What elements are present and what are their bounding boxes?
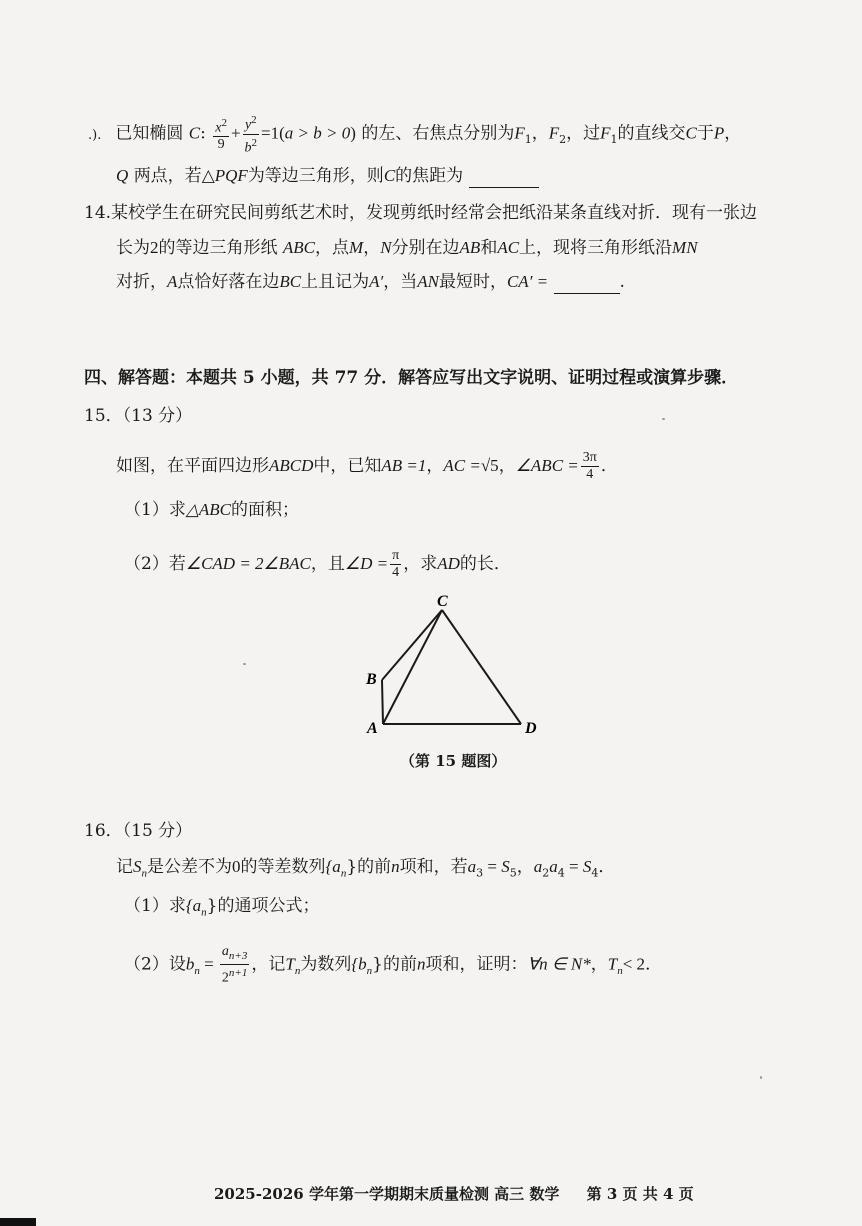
edge-CD [442,610,521,724]
q13-C3: C [383,166,396,185]
q13-b: b [244,140,252,156]
q15-header: 15．（13 分） [84,406,193,426]
q14-end: . [619,272,625,292]
scan-speck [760,1076,762,1079]
q13-P: P [713,123,725,143]
q13-sep: ， [531,123,549,144]
q16-p2f: ， [590,954,608,975]
q16-s3: 的等差数列 [240,857,326,877]
footer-page: 第 3 页 共 4 页 [586,1185,694,1203]
q15-four: 4 [586,467,594,482]
page-footer [214,1183,702,1204]
q15-ABCD: ABCD [269,456,314,475]
q14-AB: AB [459,238,481,257]
q13-PQF: PQF [214,166,248,185]
q14-ABC: ABC [282,238,316,257]
q13-text7: 为等边三角形，则 [247,166,384,186]
q13-eq: =1( [261,123,285,143]
q15-triABC: △ABC [185,500,232,519]
q15-p2a: （2）若 [124,554,186,574]
edge-BC [382,610,442,680]
q16-p1b: }的通项公式； [206,896,320,916]
footer-title: 2025-2026 学年第一学期期末质量检测 高三 数学 [214,1185,560,1203]
q13-nine: 9 [217,137,225,153]
q14-t3d: ，当 [383,272,418,292]
q16-a2a4: a [533,857,543,876]
q14-A: A [167,272,178,291]
q16-an: {a [325,857,341,876]
q14-line1 [84,201,757,225]
q16-forall: ∀n ∈ N* [527,954,591,974]
q13-plus: + [230,123,241,143]
q16-p1an: {a [185,896,202,915]
q15-angCAD: ∠CAD = 2∠BAC [185,554,311,573]
q13-number: .). [88,127,102,143]
q16-p2a: （2）设 [124,954,186,975]
q14-t2g: 上，现将三角形纸沿 [519,238,673,258]
q15-angABC: ∠ABC = [515,456,579,475]
q16-a3: a [467,857,477,876]
q13-answer-blank [469,169,539,188]
q14-t2c: ，点 [315,238,350,258]
q15-p1b: 的面积； [231,500,300,520]
vertex-B-label: B [366,671,377,688]
q16-p2b: ，记 [251,954,286,975]
q14-t3a: 对折， [116,272,167,292]
q14-line2 [116,236,698,260]
section4-heading: 四、解答题：本题共 5 小题，共 77 分．解答应写出文字说明、证明过程或演算步骤． [84,368,739,388]
q15-frac-3pi4 [581,450,599,483]
q13-close: ) [350,123,356,143]
q16-frac-bn: $\frac{a_{n+3}}{2^{n+1}}$ [221,944,248,986]
q13-text3: ，过 [566,123,601,144]
q13-line2 [116,164,539,188]
q15-sqrt5: √5 [480,456,499,475]
q16-part2: （2）设$b_n$ = $\frac{a_{n+3}}{2^{n+1}}$ ，记$T_n$为数列$\{b_n\}$的前n项和，证明：∀n ∈ N*，$T_n< 2$． [124,944,663,986]
q13-F2: F [548,123,560,143]
q15-p2c: ，求 [403,554,438,574]
vertex-D-label: D [525,720,537,737]
q15-p1a: （1）求 [124,500,186,520]
q13-text: 已知椭圆 [115,123,184,144]
q16-header: 16．（15 分） [84,821,193,841]
q13-comma: ， [724,123,742,144]
q14-AN: AN [417,272,439,291]
q13-line1: .). 已知椭圆 C: $\frac{x^2}{9}$ + $\frac{y^2}{b^2}$ =1(a > b > 0) 的左、右焦点分别为$F_1$，$F_2$，过$F_1$的直线交C于P， [88,114,742,156]
q16-s6: ， [516,857,534,877]
q14-number: 14. [84,203,112,223]
q13-F1: F [514,123,525,143]
edge-AC [383,610,442,724]
q16-stem: 记$S_n$是公差不为0的等差数列$\{a_n\}$的前n项和，若$a_3 = S_5$，$a_2a_4 = S_4$． [116,857,616,880]
q16-s2: 是公差不为 [147,857,232,877]
q14-text1: 某校学生在研究民间剪纸艺术时，发现剪纸时经常会把纸沿某条直线对折．现有一张边 [111,203,758,223]
q15-angD: ∠D = [344,554,389,573]
q13-colon: : [200,123,206,144]
q16-bn: b [185,954,195,974]
q16-lt2: < 2 [622,954,646,974]
q14-t2d: ， [363,238,381,258]
q15-frac-pi4 [390,548,401,581]
scan-speck [243,663,246,665]
q16-s1: 记 [116,857,133,877]
scan-edge-mark [0,1218,36,1226]
q13-frac-x: $\frac{x^2}{9}$ [215,116,227,153]
q16-Tn: T [285,954,295,974]
q14-t3c: 上且记为 [301,272,370,292]
q14-t2a: 长为 [116,238,150,258]
q16-p1a: （1）求 [124,896,186,916]
q16-end2: ． [645,954,663,975]
q14-MN: MN [672,238,698,257]
q16-s4: }的前 [346,857,392,877]
vertex-A-label: A [367,720,378,737]
q13-text6: 两点，若 [133,166,202,186]
q15-p2b: ，且 [310,554,345,574]
q14-CAprime: CA′ = [506,272,549,291]
q15-dot: ． [600,456,618,476]
q14-Aprime: A′ [369,272,384,291]
q15-s1: 如图，在平面四边形 [116,456,269,476]
q16-Sn: S [133,857,142,876]
q14-M: M [349,238,364,257]
q13-y: y [244,117,252,133]
scan-speck [662,418,665,420]
q15-stem [116,450,618,483]
q14-t2b: 的等边三角形纸 [158,238,278,258]
q15-s3: ， [426,456,444,476]
q14-two: 2 [150,238,159,257]
edge-AB [382,680,383,724]
q16-Tn2: T [607,954,618,974]
q13-x: x [215,120,222,136]
q16-bnset: {b [351,954,367,974]
q15-AB1: AB =1 [381,456,427,475]
q15-3pi: 3π [582,450,597,465]
q14-t2e: 分别在边 [391,238,460,258]
q16-aden: 2 [221,970,229,986]
q15-pi: π [392,548,400,563]
q13-F1b: F [600,123,611,143]
q15-p2d: 的长． [459,554,511,574]
q16-part1: （1）求$\{a_n\}$的通项公式； [124,896,320,919]
q16-n2: n [416,954,426,974]
q13-frac-y: $\frac{y^2}{b^2}$ [244,114,258,156]
vertex-C-label: C [437,593,448,610]
q15-four2: 4 [392,565,400,580]
q13-C2: C [685,123,697,143]
q13-text8: 的焦距为 [395,166,464,186]
q13-text4: 的直线交 [617,123,686,144]
q14-BC: BC [279,272,302,291]
q15-AD: AD [437,554,460,573]
q16-p2e: 项和，证明： [425,954,528,975]
q15-part1 [124,498,299,522]
q13-text5: 于 [696,123,714,144]
q14-N: N [380,238,392,257]
q16-end: ． [598,857,616,877]
q15-figure-caption: （第 15 题图） [400,752,507,770]
q13-triangle: △ [201,166,215,186]
q15-AC: AC = [443,456,481,475]
q15-s4: ， [498,456,516,476]
q14-answer-blank [554,275,620,294]
q15-part2 [124,548,511,581]
q13-text2: 的左、右焦点分别为 [361,123,515,144]
q14-t2f: 和 [480,238,498,258]
q16-n: n [391,857,400,876]
q14-t3b: 点恰好落在边 [177,272,280,292]
q13-cond: a > b > 0 [284,123,351,143]
q14-line3 [116,270,625,294]
q16-zero: 0 [232,857,241,876]
q16-anum: a [221,944,229,959]
q13-Q: Q [116,166,129,185]
q15-s2: 中，已知 [313,456,382,476]
q13-var-C: C [188,123,201,143]
q16-p2c: 为数列 [300,954,352,975]
q16-s5: 项和，若 [399,857,468,877]
q14-t3e: 最短时， [438,272,507,292]
q14-AC: AC [497,238,520,257]
